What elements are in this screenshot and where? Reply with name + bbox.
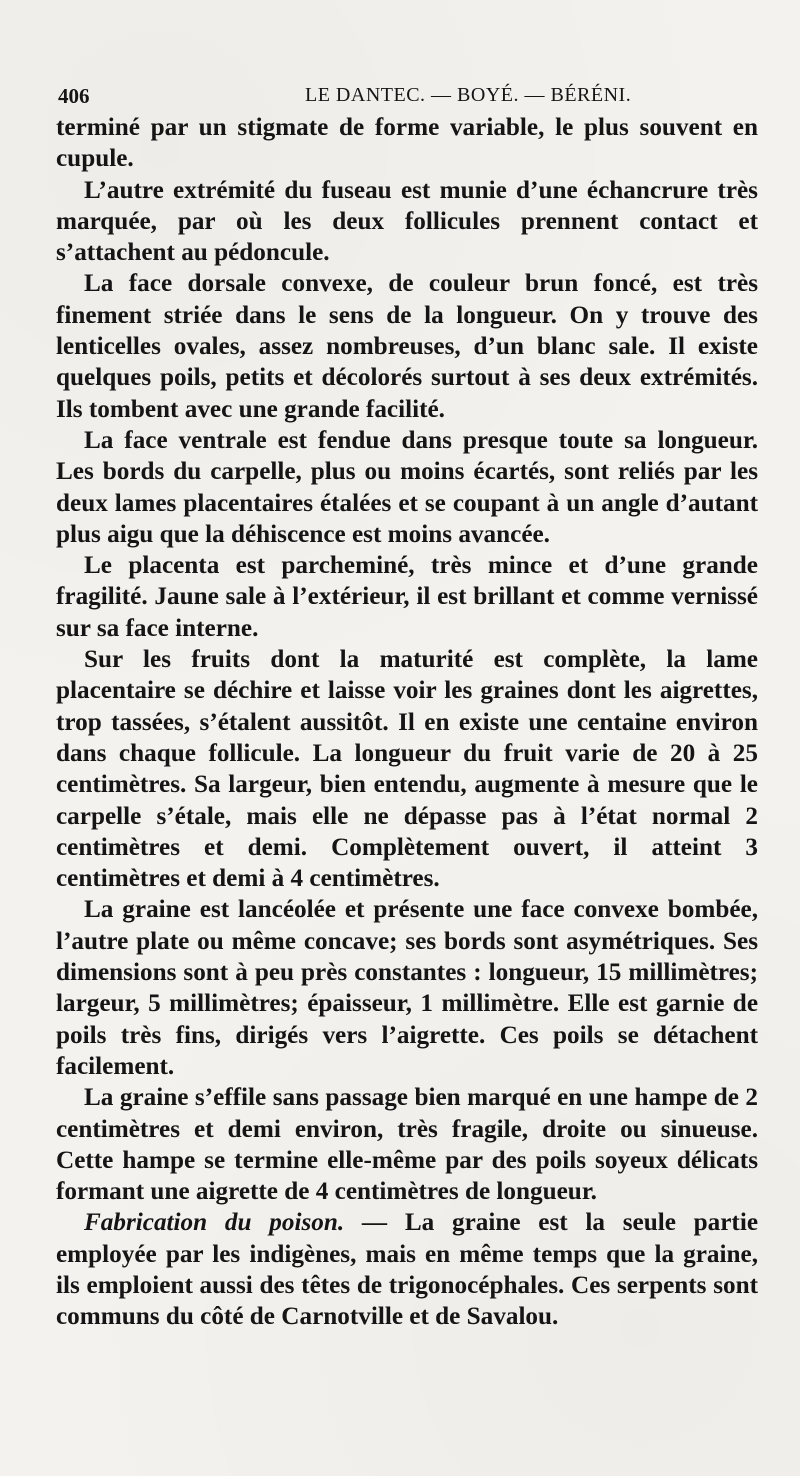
paragraph-9 — [56, 1207, 758, 1332]
running-head: LE DANTEC. — BOYÉ. — BÉRÉNI. — [305, 84, 632, 106]
paragraph-8: La graine s’effile sans passage bien marqué en une hampe de 2 centimètres et demi environ, très fragile, droite ou sinueuse. Cette hampe se termine elle-même par des poils soyeux délicats formant une aigrette de 4 centimètres de longueur. — [56, 1084, 758, 1206]
body-text — [56, 112, 758, 1333]
section-heading: Fabrication du poison. — [84, 1209, 345, 1237]
paragraph-1: terminé par un stigmate de forme variable, le plus souvent en cupule. — [56, 114, 758, 173]
paragraph-7: La graine est lancéolée et présente une face convexe bombée, l’autre plate ou même concave; ses bords sont asymétriques. Ses dimensions sont à peu près constantes : longueur, 15 millimètres; largeur, 5 millimètres; épaisseur, 1 millimètre. Elle est garnie de poils très fins, dirigés vers l’aigrette. Ces poils se détachent facilement. — [56, 896, 758, 1080]
paragraph-4: La face ventrale est fendue dans presque toute sa longueur. Les bords du carpelle, plus ou moins écartés, sont reliés par les deux lames placentaires étalées et se coupant à un angle d’autant plus aigu que la déhiscence est moins avancée. — [56, 426, 758, 548]
paragraph-5: Le placenta est parcheminé, très mince et d’une grande fragilité. Jaune sale à l’extérieur, il est brillant et comme vernissé sur sa face interne. — [56, 552, 758, 642]
page-header — [58, 84, 748, 110]
paragraph-9-text: — La graine est la seule partie employée par les indigènes, mais en même temps que la graine, ils emploient aussi des têtes de trigonocéphales. Ces serpents sont communs du côté de Carnotville et de Savalou. — [56, 1209, 759, 1331]
page-number: 406 — [58, 84, 90, 108]
paragraph-2: L’autre extrémité du fuseau est munie d’une échancrure très marquée, par où les deux follicules prennent contact et s’attachent au pédoncule. — [56, 176, 758, 267]
paragraph-6: Sur les fruits dont la maturité est complète, la lame placentaire se déchire et laisse voir les graines dont les aigrettes, trop tassées, s’étalent aussitôt. Il en existe une centaine environ dans chaque follicule. La longueur du fruit varie de 20 à 25 centimètres. Sa largeur, bien entendu, augmente à mesure que le carpelle s’étale, mais elle ne dépasse pas à l’état normal 2 centimètres et demi. Complètement ouvert, il atteint 3 centimètres et demi à 4 centimètres. — [56, 646, 758, 893]
paragraph-3: La face dorsale convexe, de couleur brun foncé, est très finement striée dans le sens de la longueur. On y trouve des lenticelles ovales, assez nombreuses, d’un blanc sale. Il existe quelques poils, petits et décolorés surtout à ses deux extrémités. Ils tombent avec une grande facilité. — [56, 270, 758, 423]
